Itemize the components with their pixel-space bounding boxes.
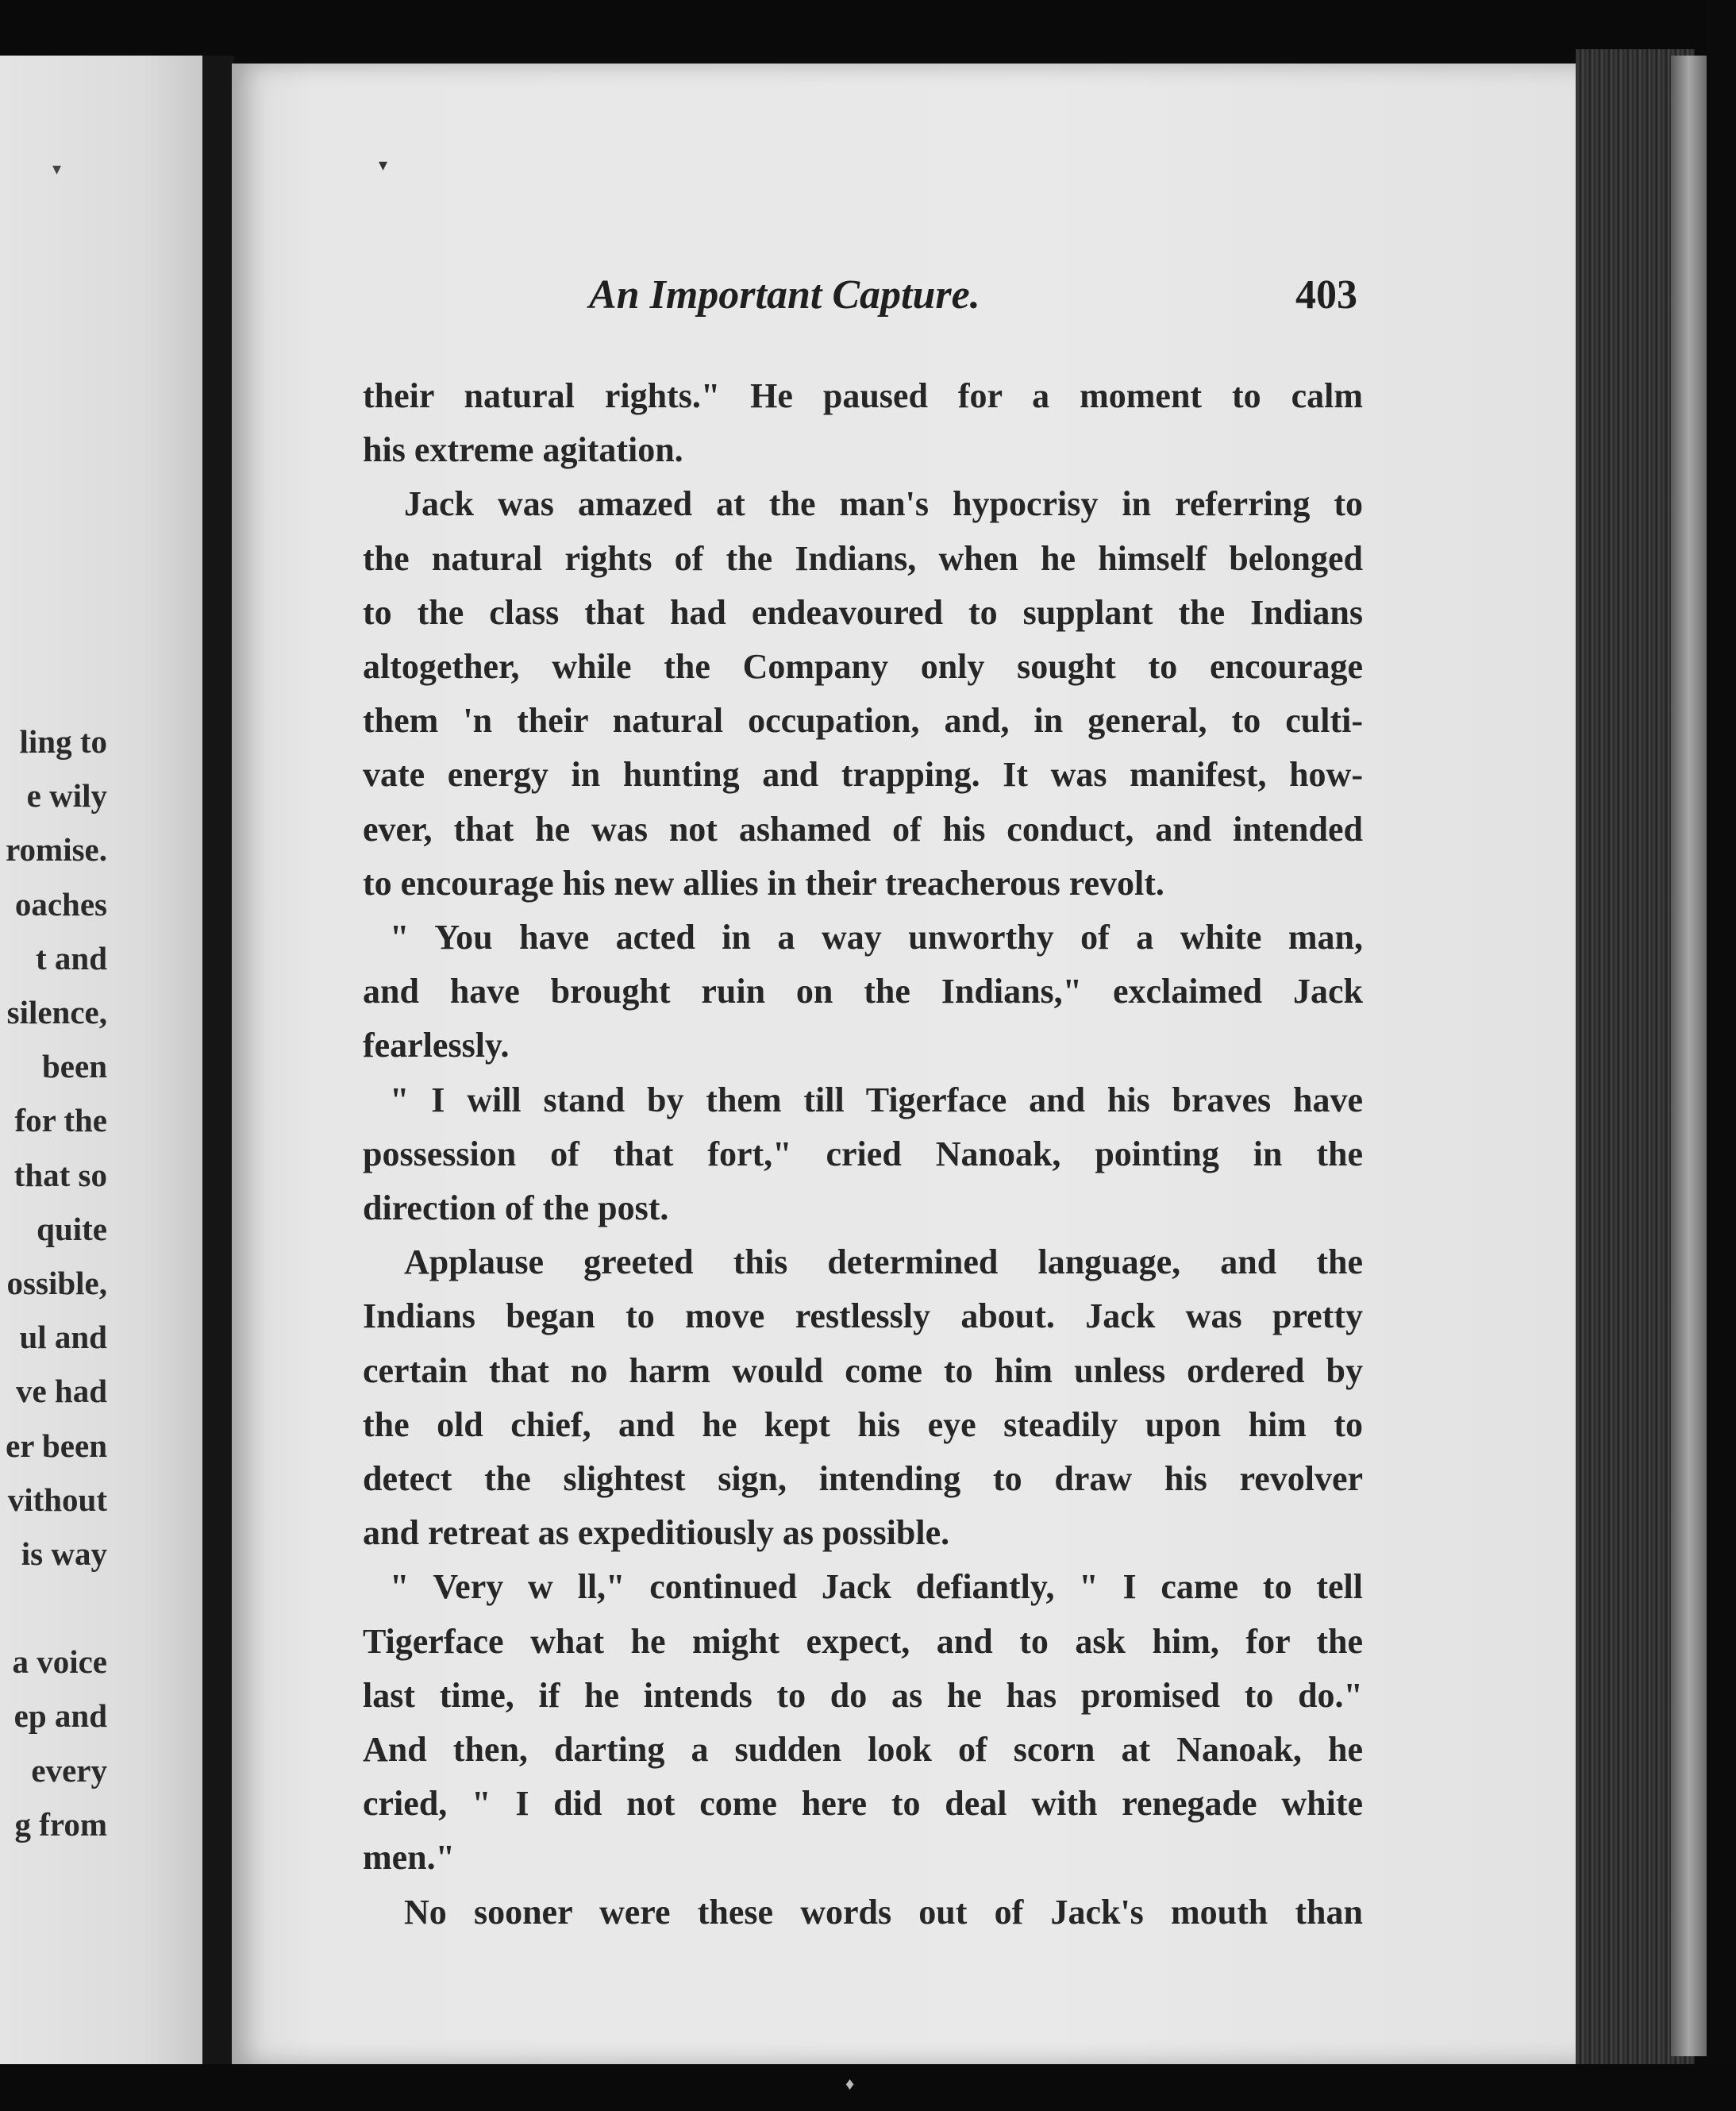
ornament-mark: ▾ bbox=[52, 159, 62, 179]
text-line: altogether, while the Company only sought to encourage bbox=[363, 647, 1363, 687]
text-line: men." bbox=[363, 1838, 456, 1878]
ornament-mark: ▾ bbox=[379, 155, 388, 175]
text-line: certain that no harm would come to him unless ordered by bbox=[363, 1350, 1363, 1390]
text-line: Tigerface what he might expect, and to ask him, for the bbox=[363, 1621, 1363, 1661]
facing-line-gap bbox=[6, 1581, 107, 1635]
text-line: his extreme agitation. bbox=[363, 430, 683, 470]
text-line: Jack was amazed at the man's hypocrisy in referring to bbox=[404, 484, 1363, 524]
text-line: vate energy in hunting and trapping. It was manifest, how- bbox=[363, 755, 1363, 795]
facing-line: been bbox=[42, 1048, 107, 1085]
ornament-mark: ♦ bbox=[845, 2074, 855, 2094]
facing-line: e wily bbox=[26, 777, 107, 815]
body-text bbox=[363, 369, 1363, 1940]
book-gutter bbox=[202, 56, 234, 2064]
book-page bbox=[232, 64, 1581, 2064]
text-line: cried, " I did not come here to deal with renegade white bbox=[363, 1784, 1363, 1824]
text-line: the old chief, and he kept his eye steadily upon him to bbox=[363, 1404, 1363, 1444]
text-line: fearlessly. bbox=[363, 1026, 510, 1065]
text-line: No sooner were these words out of Jack's mouth than bbox=[404, 1892, 1363, 1932]
scan-bottom-border bbox=[0, 2064, 1736, 2111]
facing-page-left bbox=[0, 56, 202, 2064]
text-line: " I will stand by them till Tigerface and his braves have bbox=[390, 1080, 1363, 1119]
text-line: the natural rights of the Indians, when he himself belonged bbox=[363, 538, 1363, 578]
facing-line: t and bbox=[35, 939, 107, 977]
text-line: " You have acted in a way unworthy of a white man, bbox=[390, 918, 1363, 957]
page-fore-edge-highlight bbox=[1671, 56, 1707, 2056]
facing-line: vithout bbox=[7, 1481, 107, 1518]
text-line: possession of that fort," cried Nanoak, pointing in the bbox=[363, 1134, 1363, 1173]
text-line: their natural rights." He paused for a moment to calm bbox=[363, 376, 1363, 415]
scan-top-border bbox=[0, 0, 1736, 56]
text-line: Indians began to move restlessly about. Jack was pretty bbox=[363, 1296, 1363, 1336]
facing-line: every bbox=[31, 1751, 107, 1789]
facing-line: oaches bbox=[14, 885, 107, 923]
facing-line: g from bbox=[14, 1805, 107, 1843]
facing-line: silence, bbox=[6, 994, 107, 1031]
text-line: them 'n their natural occupation, and, in general, to culti- bbox=[363, 701, 1363, 741]
facing-line: a voice bbox=[12, 1643, 107, 1681]
facing-line: romise. bbox=[6, 831, 107, 869]
facing-line: ep and bbox=[13, 1697, 107, 1735]
facing-line: er been bbox=[6, 1427, 107, 1464]
scan-right-border bbox=[1707, 0, 1736, 2111]
running-head: An Important Capture. bbox=[589, 272, 980, 318]
text-line: And then, darting a sudden look of scorn at Nanoak, he bbox=[363, 1730, 1363, 1770]
facing-line: for the bbox=[14, 1102, 107, 1139]
text-line: direction of the post. bbox=[363, 1188, 669, 1228]
text-line: " Very w ll," continued Jack defiantly, " I came to tell bbox=[390, 1567, 1363, 1607]
text-line: last time, if he intends to do as he has promised to do." bbox=[363, 1675, 1363, 1715]
facing-line: quite bbox=[37, 1210, 107, 1247]
text-line: and have brought ruin on the Indians," exclaimed Jack bbox=[363, 972, 1363, 1011]
facing-line: is way bbox=[21, 1535, 107, 1573]
facing-line: ve had bbox=[15, 1373, 107, 1410]
text-line: to encourage his new allies in their treacherous revolt. bbox=[363, 863, 1164, 903]
text-line: and retreat as expeditiously as possible. bbox=[363, 1513, 950, 1553]
page-number: 403 bbox=[1295, 272, 1357, 318]
facing-line: ul and bbox=[19, 1319, 107, 1356]
facing-line: ossible, bbox=[6, 1265, 107, 1302]
text-line: ever, that he was not ashamed of his conduct, and intended bbox=[363, 809, 1363, 849]
text-line: to the class that had endeavoured to supplant the Indians bbox=[363, 592, 1363, 632]
facing-line: ling to bbox=[19, 723, 107, 760]
text-line: Applause greeted this determined language, and the bbox=[404, 1242, 1363, 1282]
facing-line: that so bbox=[13, 1156, 107, 1193]
facing-page-text bbox=[6, 715, 107, 1851]
text-line: detect the slightest sign, intending to draw his revolver bbox=[363, 1459, 1363, 1499]
